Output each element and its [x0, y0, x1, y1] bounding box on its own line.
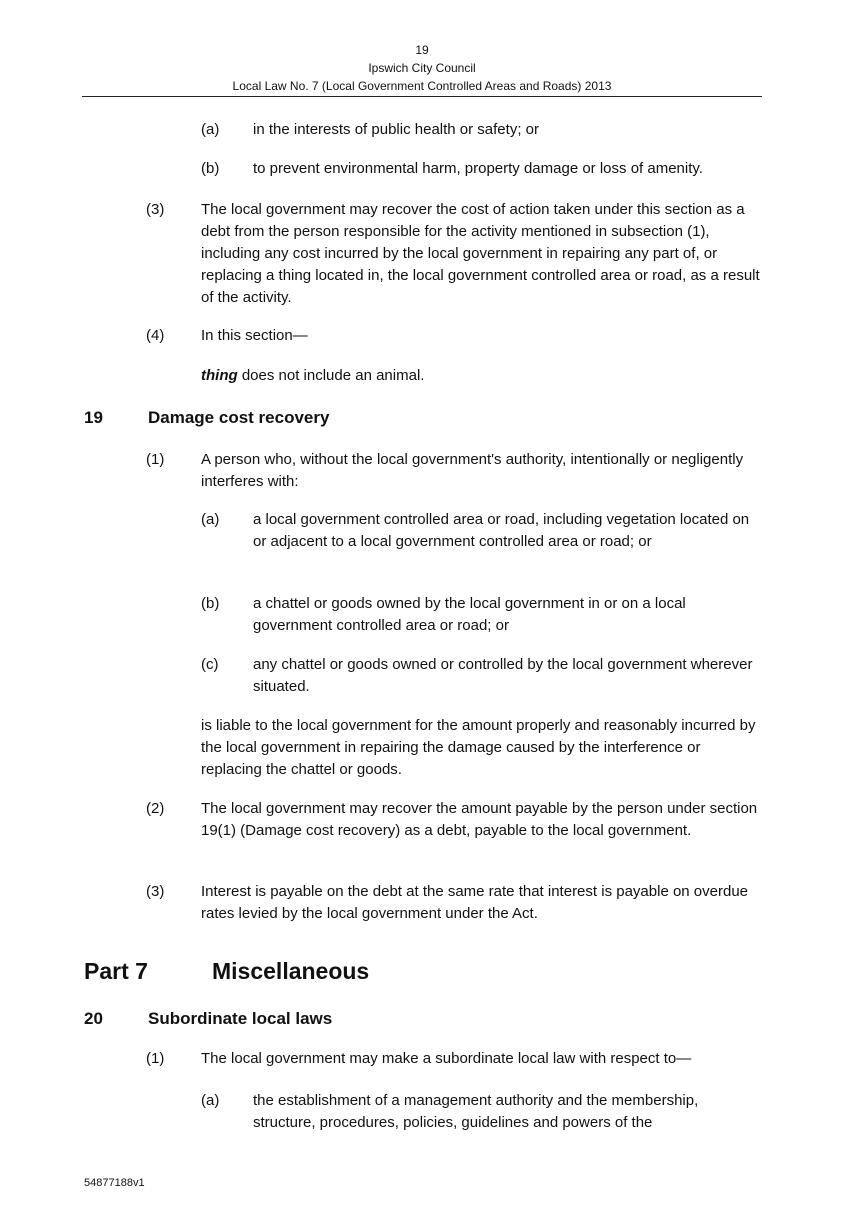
- defined-term: thing: [201, 367, 238, 384]
- header-law-title: Local Law No. 7 (Local Government Controlled Areas and Roads) 2013: [232, 79, 612, 93]
- s19-subsection-2-text: The local government may recover the amount payable by the person under section 19(1) (Damage cost recovery) as a debt, payable to the local government.: [201, 800, 758, 839]
- subsection-3-text: The local government may recover the cost of action taken under this section as a debt from the person responsible for the activity mentioned in subsection (1), including any cost incurred by the local government in repairing any part of, or replacing a thing located in, the local government controlled area or road, as a result of the activity.: [201, 201, 760, 306]
- s19-liability-text: is liable to the local government for the amount properly and reasonably incurred by the local government in repairing the damage caused by the interference or replacing the chattel or goods.: [201, 717, 756, 778]
- section-19-title: Damage cost recovery: [148, 408, 330, 427]
- s20-para-a-label: (a): [201, 1092, 220, 1109]
- section-19-number: 19: [84, 408, 103, 427]
- s20-subsection-1-label: (1): [146, 1050, 165, 1067]
- section-20-number: 20: [84, 1009, 103, 1028]
- part-7-number: Part 7: [84, 958, 148, 984]
- section-20-title: Subordinate local laws: [148, 1009, 333, 1028]
- header-council: Ipswich City Council: [368, 61, 476, 75]
- para-b-text: to prevent environmental harm, property damage or loss of amenity.: [253, 160, 703, 177]
- subsection-4-text: In this section—: [201, 327, 308, 344]
- header-rule: [82, 96, 762, 97]
- s19-para-b-label: (b): [201, 595, 220, 612]
- s19-subsection-1-text: A person who, without the local government's authority, intentionally or negligently interferes with:: [201, 451, 744, 490]
- subsection-3-label: (3): [146, 201, 165, 218]
- s19-para-c-label: (c): [201, 656, 219, 673]
- s20-para-a-text: the establishment of a management authority and the membership, structure, procedures, policies, guidelines and powers of the: [253, 1092, 699, 1131]
- s19-subsection-1-label: (1): [146, 451, 165, 468]
- part-7-title: Miscellaneous: [212, 958, 370, 984]
- s19-para-c-text: any chattel or goods owned or controlled by the local government wherever situated.: [253, 656, 753, 695]
- definition-thing: [201, 365, 761, 387]
- s19-para-a-label: (a): [201, 511, 220, 528]
- s19-para-b-text: a chattel or goods owned by the local government in or on a local government controlled area or road; or: [253, 595, 686, 634]
- para-a-label: (a): [201, 121, 220, 138]
- para-b-label: (b): [201, 160, 220, 177]
- s19-subsection-2-label: (2): [146, 800, 165, 817]
- s20-subsection-1-text: The local government may make a subordinate local law with respect to—: [201, 1050, 692, 1067]
- para-a-text: in the interests of public health or safety; or: [253, 121, 539, 138]
- s19-subsection-3-label: (3): [146, 883, 165, 900]
- subsection-4-label: (4): [146, 327, 165, 344]
- definition-text: does not include an animal.: [237, 367, 425, 384]
- s19-para-a-text: a local government controlled area or road, including vegetation located on or adjacent to a local government controlled area or road; or: [253, 511, 750, 550]
- page-number: 19: [415, 43, 429, 57]
- s19-subsection-3-text: Interest is payable on the debt at the same rate that interest is payable on overdue rates levied by the local government under the Act.: [201, 883, 749, 922]
- footer-doc-id: 54877188v1: [84, 1177, 145, 1189]
